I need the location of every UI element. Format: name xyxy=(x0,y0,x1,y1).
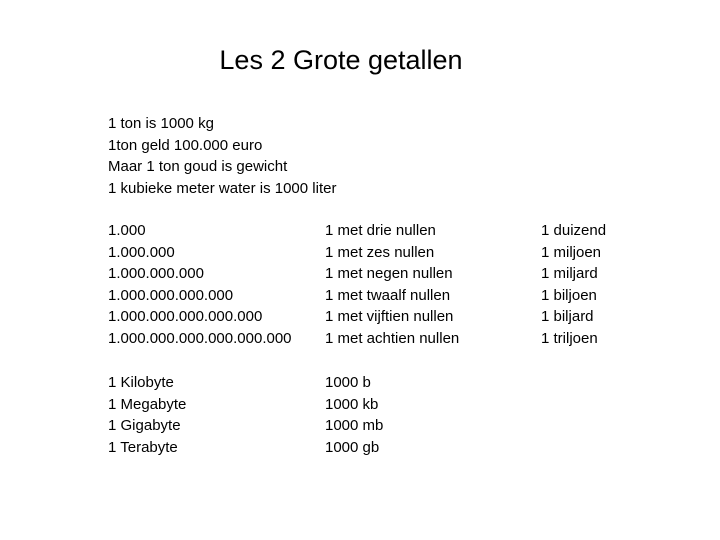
unit-value-item: 1000 kb xyxy=(325,395,379,413)
name-item: 1 miljoen xyxy=(541,243,602,261)
unit-value-item: 1000 b xyxy=(325,374,371,391)
name-item: 1 biljoen xyxy=(541,286,597,304)
unit-item: 1 Terabyte xyxy=(108,438,178,456)
number-item: 1.000.000.000 xyxy=(108,265,204,282)
number-names-column xyxy=(541,220,606,349)
number-item: 1.000.000 xyxy=(108,243,175,261)
zeros-item: 1 met achtien nullen xyxy=(325,329,460,347)
intro-text-block xyxy=(108,113,336,199)
unit-value-item: 1000 mb xyxy=(325,417,384,434)
name-item: 1 duizend xyxy=(541,222,607,239)
number-item: 1.000.000.000.000.000.000 xyxy=(108,329,292,347)
zeros-item: 1 met vijftien nullen xyxy=(325,308,454,325)
number-item: 1.000.000.000.000.000 xyxy=(108,308,263,325)
intro-line: 1 ton is 1000 kg xyxy=(108,115,214,132)
zeros-item: 1 met twaalf nullen xyxy=(325,286,451,304)
intro-line: 1 kubieke meter water is 1000 liter xyxy=(108,179,337,197)
number-item: 1.000 xyxy=(108,222,146,239)
intro-line: Maar 1 ton goud is gewicht xyxy=(108,158,288,175)
zeros-item: 1 met negen nullen xyxy=(325,265,453,282)
slide-title: Les 2 Grote getallen xyxy=(219,45,463,75)
name-item: 1 miljard xyxy=(541,265,598,282)
intro-line: 1ton geld 100.000 euro xyxy=(108,136,263,154)
numbers-column xyxy=(108,220,292,349)
number-item: 1.000.000.000.000 xyxy=(108,286,234,304)
name-item: 1 triljoen xyxy=(541,329,598,347)
byte-values-column xyxy=(325,372,383,458)
unit-value-item: 1000 gb xyxy=(325,438,380,456)
unit-item: 1 Megabyte xyxy=(108,395,187,413)
byte-units-column xyxy=(108,372,186,458)
name-item: 1 biljard xyxy=(541,308,594,325)
unit-item: 1 Gigabyte xyxy=(108,417,181,434)
zeros-item: 1 met drie nullen xyxy=(325,222,436,239)
zeros-item: 1 met zes nullen xyxy=(325,243,435,261)
zeros-description-column xyxy=(325,220,459,349)
unit-item: 1 Kilobyte xyxy=(108,374,174,391)
